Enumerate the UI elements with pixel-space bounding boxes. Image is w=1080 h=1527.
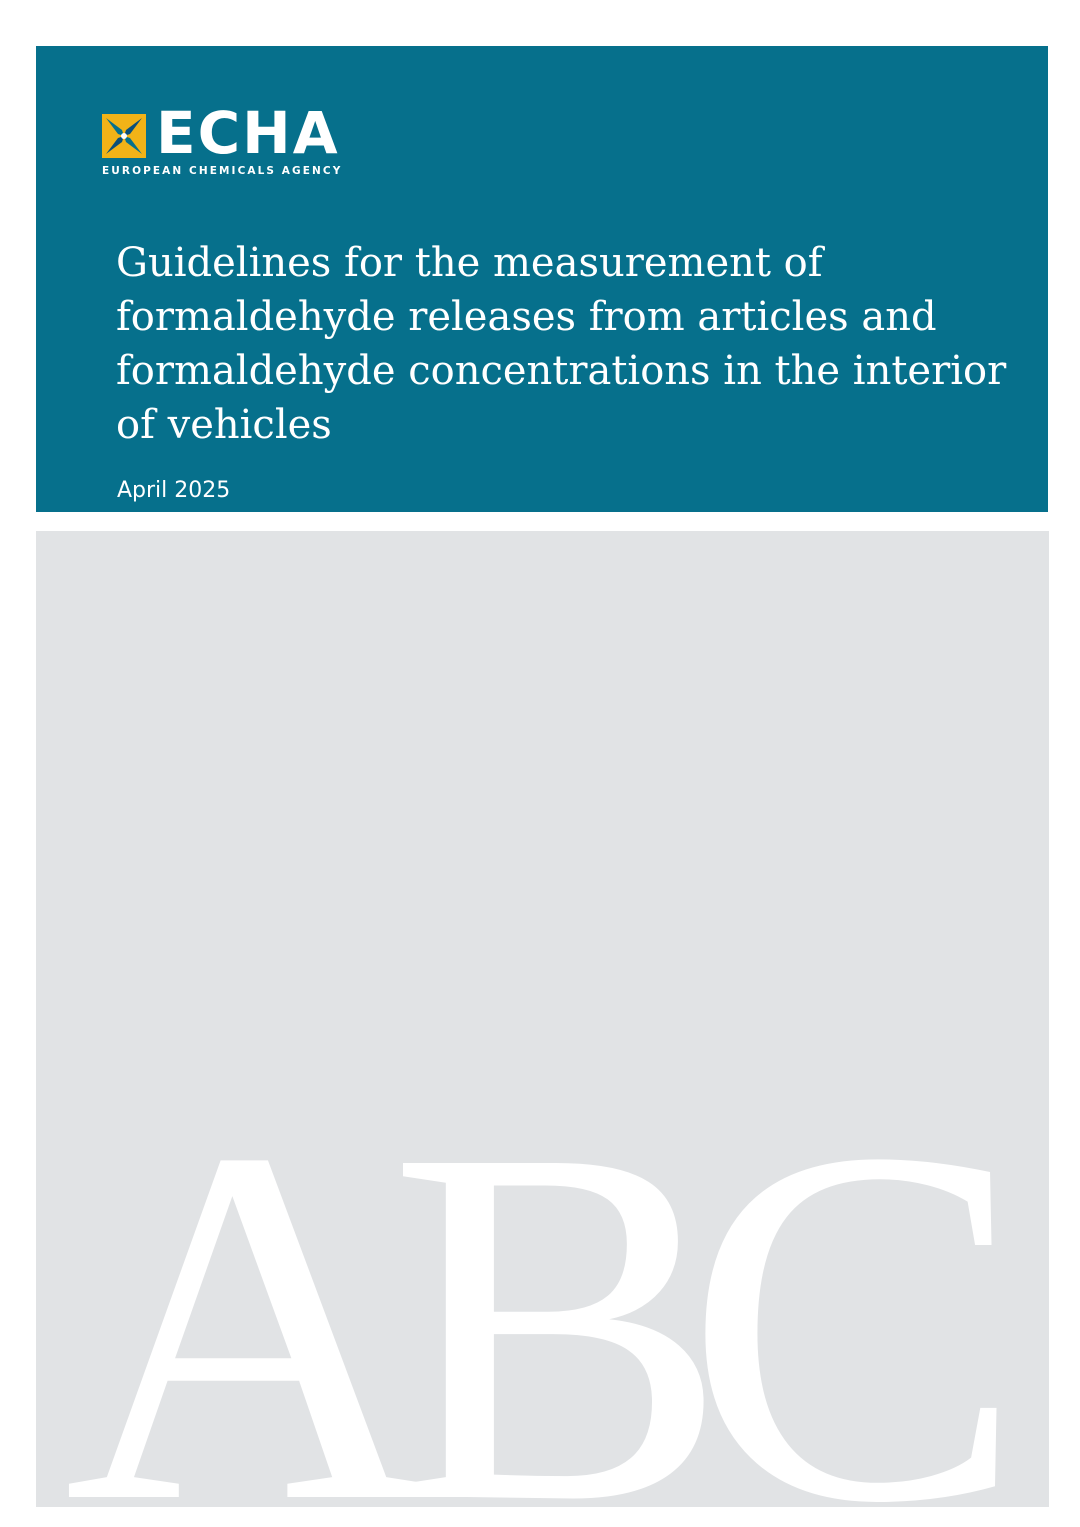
echa-logo [102, 99, 372, 182]
echa-star-icon [102, 114, 146, 158]
cover-image-panel [36, 531, 1049, 1507]
logo-subtitle: EUROPEAN CHEMICALS AGENCY [102, 165, 343, 177]
document-title: Guidelines for the measurement of formaldehyde releases from articles and formaldehyde concentrations in the interior of vehicles [116, 240, 1007, 448]
cover-header-band [36, 46, 1048, 512]
publication-date: April 2025 [117, 478, 231, 503]
logo-wordmark: ECHA [156, 99, 340, 167]
abc-watermark: ABC [64, 1044, 981, 1507]
